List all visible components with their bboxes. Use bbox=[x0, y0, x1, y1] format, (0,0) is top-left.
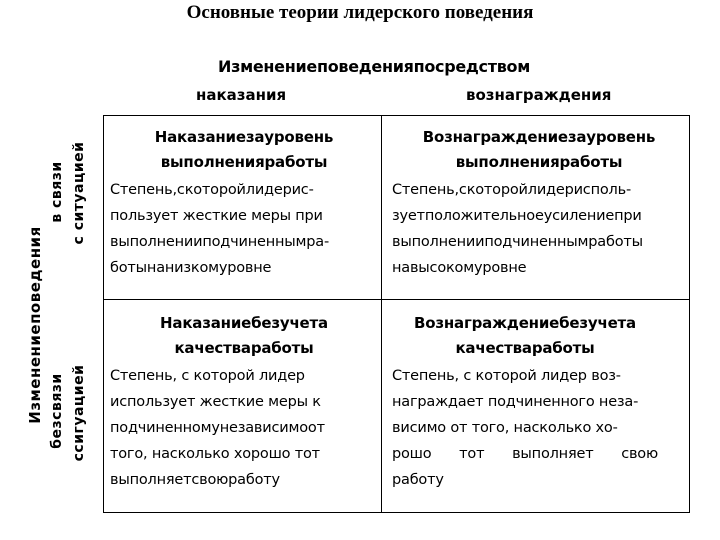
cell-title bbox=[392, 125, 686, 175]
cell-description bbox=[392, 363, 658, 493]
cell-description bbox=[392, 177, 686, 281]
cell-noncontingent-punishment bbox=[110, 311, 378, 493]
cell-text-line: Степень,скоторойлидерисполь- bbox=[392, 182, 631, 198]
cell-text-line: выполняетсвоюработу bbox=[110, 472, 280, 488]
cell-text-line: навысокомуровне bbox=[392, 260, 527, 276]
column-header-reward: вознаграждения bbox=[466, 86, 612, 104]
cell-title-line: Наказаниебезучета bbox=[160, 314, 328, 332]
cell-text-line: зуетположительноеусилениепри bbox=[392, 208, 642, 224]
cell-text-line: Степень,скоторойлидерис- bbox=[110, 182, 314, 198]
cell-title-line: Вознаграждениезауровень bbox=[422, 128, 656, 146]
cell-description bbox=[110, 177, 378, 281]
row-header-noncontingent-line1: безсвязи bbox=[49, 373, 65, 449]
row-header-contingent-line1: в связи bbox=[49, 161, 65, 223]
cell-title-line: выполненияработы bbox=[455, 153, 623, 171]
cell-text-line: ботынанизкомуровне bbox=[110, 260, 272, 276]
cell-text-line: выполненииподчиненнымра- bbox=[110, 234, 329, 250]
cell-title-line: выполненияработы bbox=[160, 153, 328, 171]
cell-text-line: выполненииподчиненнымработы bbox=[392, 234, 643, 250]
cell-title-line: качестваработы bbox=[174, 339, 314, 357]
matrix-vertical-divider bbox=[381, 115, 382, 513]
cell-text-line: награждает подчиненного неза- bbox=[392, 394, 639, 410]
cell-text-line: того, насколько хорошо тот bbox=[110, 446, 320, 462]
cell-contingent-punishment bbox=[110, 125, 378, 281]
cell-description bbox=[110, 363, 378, 493]
cell-title bbox=[110, 125, 378, 175]
cell-text-line: Степень, с которой лидер воз- bbox=[392, 368, 621, 384]
row-header-noncontingent-line2: ссигуацией bbox=[71, 364, 87, 462]
cell-text-line: рошо тот выполняет свою bbox=[392, 446, 658, 462]
matrix-horizontal-divider bbox=[103, 299, 690, 300]
top-header: Изменениеповеденияпосредством bbox=[218, 57, 530, 76]
row-header-contingent-line2: с ситуацией bbox=[71, 141, 87, 245]
cell-title-line: Вознаграждениебезучета bbox=[414, 314, 636, 332]
cell-text-line: Степень, с которой лидер bbox=[110, 368, 305, 384]
page-title: Основные теории лидерского поведения bbox=[186, 2, 534, 23]
cell-text-line: пользует жесткие меры при bbox=[110, 208, 323, 224]
cell-text-line: подчиненномунезависимоот bbox=[110, 420, 325, 436]
cell-title bbox=[110, 311, 378, 361]
cell-title-line: Наказаниезауровень bbox=[154, 128, 334, 146]
cell-text-line: работу bbox=[392, 472, 444, 488]
cell-noncontingent-reward bbox=[392, 311, 658, 493]
cell-text-line: висимо от того, насколько хо- bbox=[392, 420, 618, 436]
cell-title bbox=[392, 311, 658, 361]
cell-contingent-reward bbox=[392, 125, 686, 281]
cell-text-line: использует жесткие меры к bbox=[110, 394, 321, 410]
cell-title-line: качестваработы bbox=[455, 339, 595, 357]
column-header-punishment: наказания bbox=[196, 86, 287, 104]
side-header: Изменениеповедения bbox=[26, 226, 44, 424]
